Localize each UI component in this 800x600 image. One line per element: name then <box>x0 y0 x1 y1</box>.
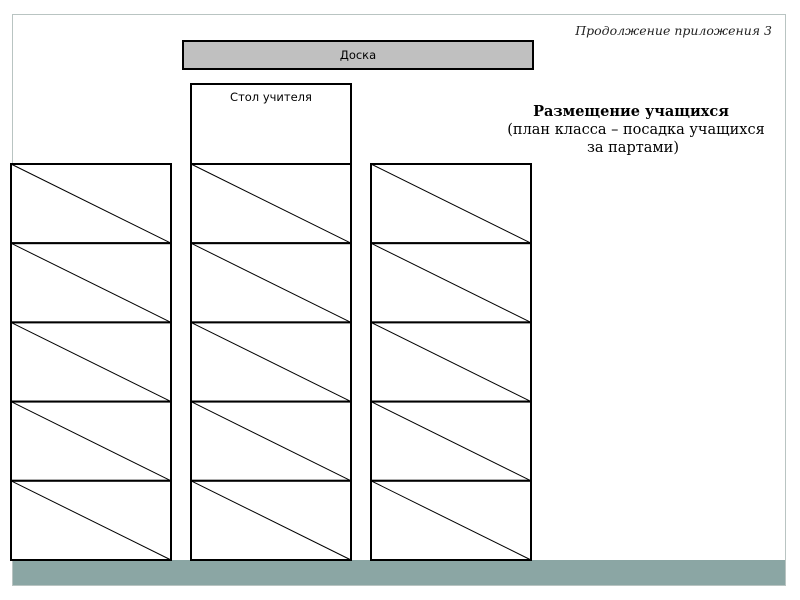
desk-c1-r4 <box>11 402 171 481</box>
desk-c3-r5 <box>371 481 531 560</box>
desk-c2-r2 <box>191 243 351 322</box>
teacher-desk-label: Стол учителя <box>230 90 312 104</box>
desk-c2-r3 <box>191 322 351 401</box>
desk-c2-r1 <box>191 164 351 243</box>
title-subtitle-line2: за партами) <box>586 140 680 156</box>
desk-c2-r5 <box>191 481 351 560</box>
desk-c1-r2 <box>11 243 171 322</box>
title-heading: Размещение учащихся <box>533 103 729 120</box>
desk-c1-r5 <box>11 481 171 560</box>
desk-c3-r1 <box>371 164 531 243</box>
appendix-note: Продолжение приложения 3 <box>575 23 772 38</box>
desk-c1-r1 <box>11 164 171 243</box>
title-subtitle-line1: (план класса – посадка учащихся <box>507 122 765 138</box>
desk-c3-r3 <box>371 322 531 401</box>
desk-c2-r4 <box>191 402 351 481</box>
board-label: Доска <box>339 48 377 62</box>
desk-c3-r2 <box>371 243 531 322</box>
desk-c3-r4 <box>371 402 531 481</box>
desk-c1-r3 <box>11 322 171 401</box>
